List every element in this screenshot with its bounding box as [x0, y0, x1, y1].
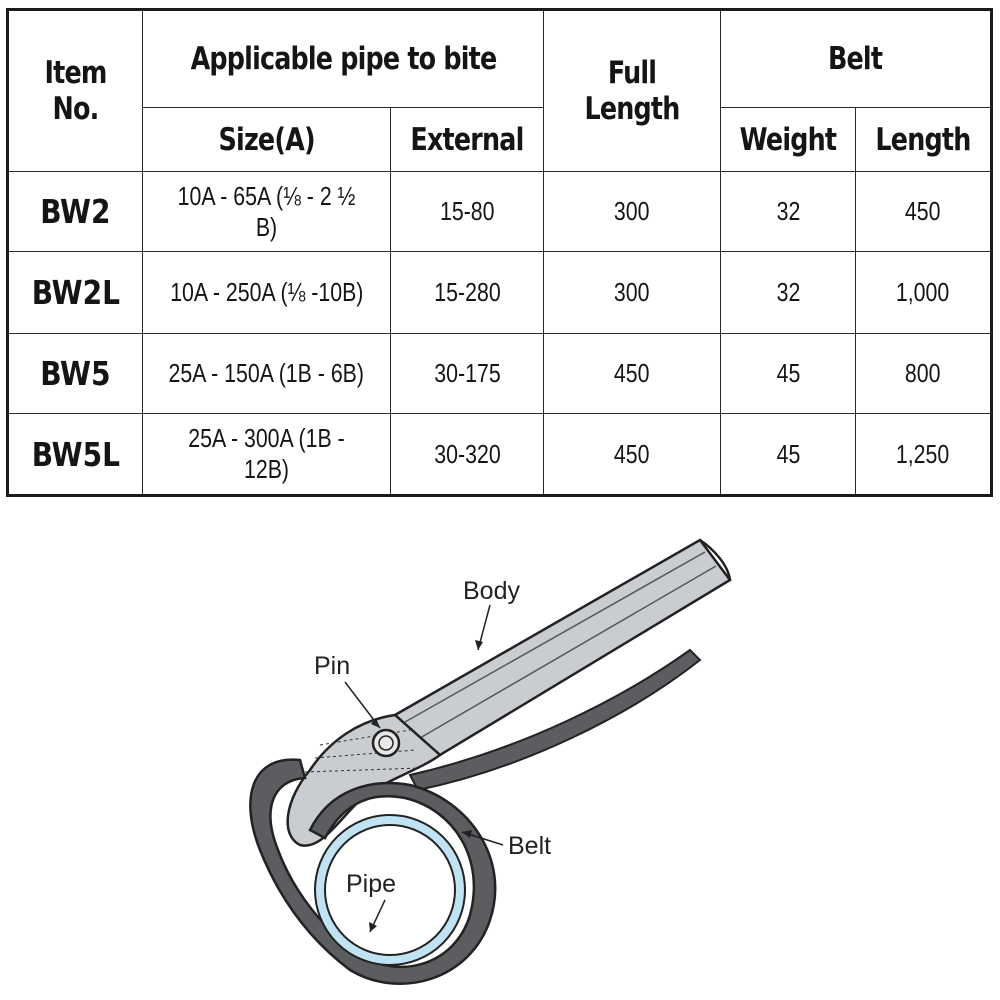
- cell-weight: 32: [721, 252, 856, 334]
- cell-external: 30-175: [391, 334, 544, 414]
- cell-full-length: 300: [544, 172, 721, 252]
- cell-external: 30-320: [391, 414, 544, 496]
- header-item-no: Item No.: [8, 10, 143, 172]
- cell-external: 15-280: [391, 252, 544, 334]
- cell-full-length: 450: [544, 414, 721, 496]
- label-body: Body: [463, 577, 520, 605]
- wrench-diagram: [0, 500, 1000, 1000]
- spec-table: [6, 8, 993, 497]
- cell-item: BW5: [8, 334, 143, 414]
- header-applicable: Applicable pipe to bite: [143, 10, 544, 108]
- header-belt: Belt: [721, 10, 992, 108]
- cell-full-length: 300: [544, 252, 721, 334]
- cell-size: 25A - 300A (1B - 12B): [143, 414, 391, 496]
- cell-size: 10A - 65A (⅛ - 2 ½ B): [143, 172, 391, 252]
- label-belt: Belt: [508, 832, 552, 860]
- cell-item: BW2L: [8, 252, 143, 334]
- table-row: [8, 334, 992, 414]
- wrench-illustration: [0, 500, 1000, 1000]
- header-row-2: [8, 108, 992, 172]
- header-full-length: Full Length: [544, 10, 721, 172]
- table-row: [8, 252, 992, 334]
- cell-length: 1,000: [856, 252, 992, 334]
- header-size: Size(A): [143, 108, 391, 172]
- cell-size: 25A - 150A (1B - 6B): [143, 334, 391, 414]
- table-row: [8, 172, 992, 252]
- cell-length: 1,250: [856, 414, 992, 496]
- pin-icon: [373, 730, 399, 756]
- cell-external: 15-80: [391, 172, 544, 252]
- label-pipe: Pipe: [346, 870, 397, 898]
- header-external: External: [391, 108, 544, 172]
- cell-item: BW5L: [8, 414, 143, 496]
- table-row: [8, 414, 992, 496]
- label-pin: Pin: [314, 652, 351, 680]
- cell-item: BW2: [8, 172, 143, 252]
- header-weight: Weight: [721, 108, 856, 172]
- cell-weight: 45: [721, 414, 856, 496]
- header-length: Length: [856, 108, 992, 172]
- cell-weight: 32: [721, 172, 856, 252]
- cell-length: 800: [856, 334, 992, 414]
- cell-length: 450: [856, 172, 992, 252]
- cell-size: 10A - 250A (⅛ -10B): [143, 252, 391, 334]
- cell-full-length: 450: [544, 334, 721, 414]
- header-row-1: [8, 10, 992, 108]
- cell-weight: 45: [721, 334, 856, 414]
